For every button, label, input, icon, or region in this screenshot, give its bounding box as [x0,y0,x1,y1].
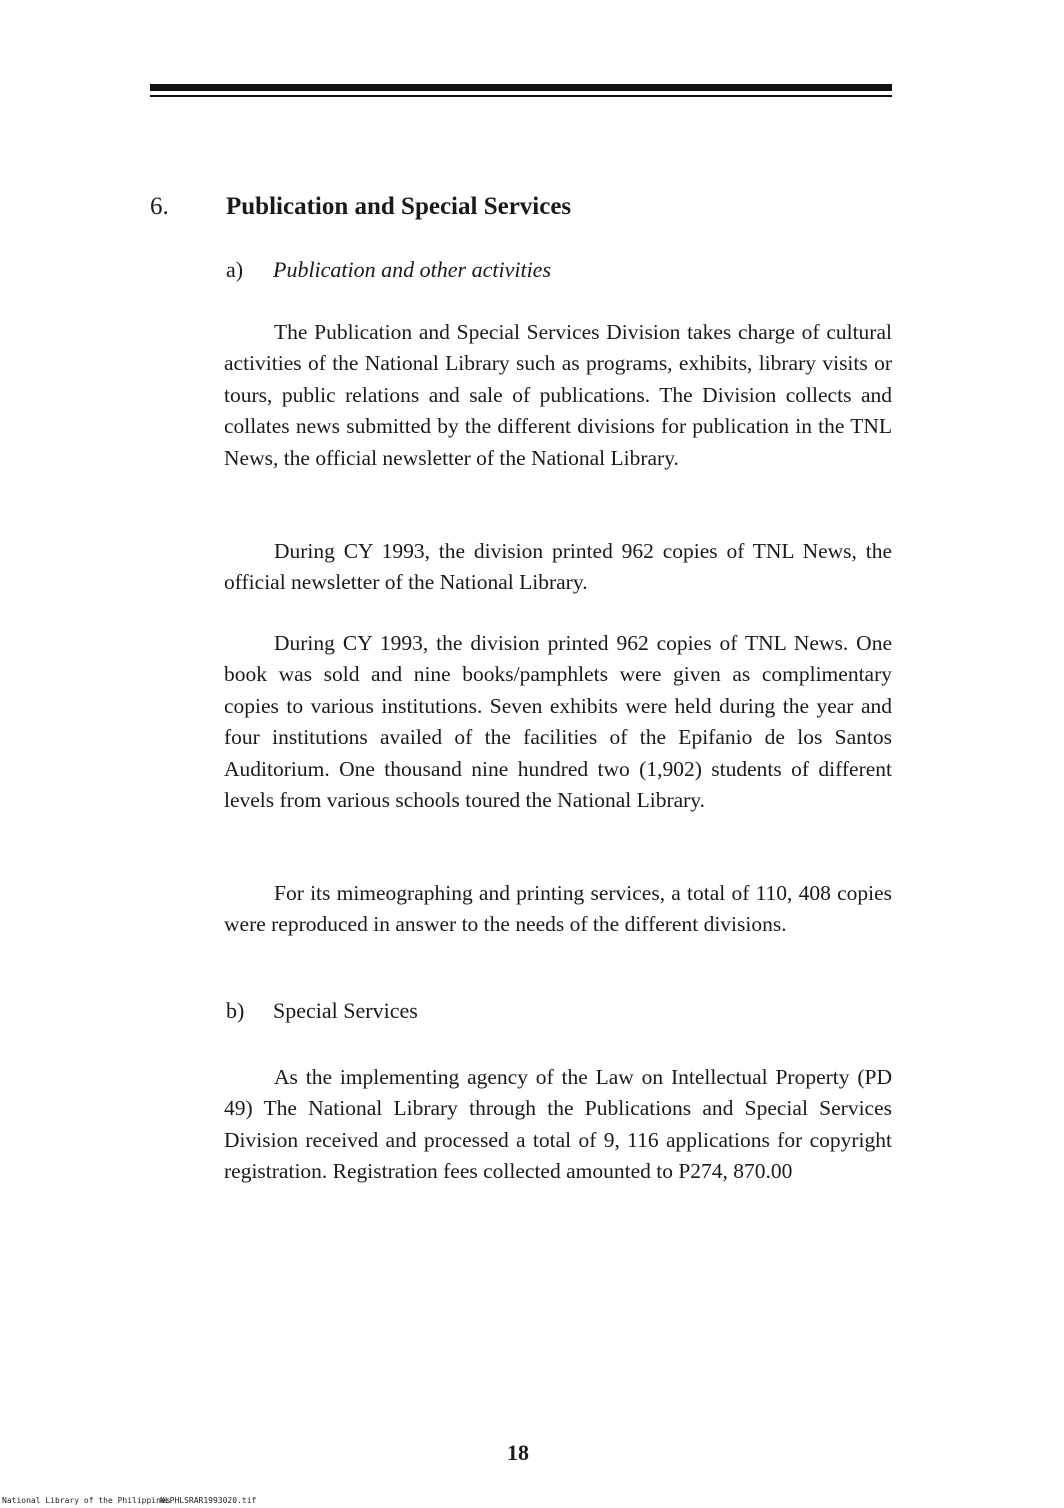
section-title: Publication and Special Services [226,193,572,220]
paragraph-copyright-registration: As the implementing agency of the Law on Intellectual Property (PD 49) The National Library through the Publications and Special Services Division received and processed a total of 9, 116 applications for copyright registration. Registration fees collected amounted to P274, 870.00 [224,1065,892,1184]
subsection-a-title: Publication and other activities [273,257,552,282]
subsection-a-label: a) [226,257,244,282]
page-number: 18 [507,1440,529,1465]
section-number: 6. [150,193,169,220]
paragraph-division-overview: The Publication and Special Services Division takes charge of cultural activities of the National Library such as programs, exhibits, library visits or tours, public relations and sale of publications. The Division collects and collates news submitted by the different divisions for publication in the TNL News, the official newsletter of the National Library. [224,320,892,470]
footer-source: National Library of the Philippines [2,1496,171,1505]
subsection-b-title: Special Services [273,998,418,1023]
paragraph-tnl-news-copies: During CY 1993, the division printed 962 copies of TNL News, the official newsletter of the National Library. [224,539,892,595]
footer-filename: NLPHLSRAR1993020.tif [160,1496,257,1505]
paragraph-printing-services: For its mimeographing and printing services, a total of 110, 408 copies were reproduced in answer to the needs of the different divisions. [224,881,892,937]
paragraph-activities-summary: During CY 1993, the division printed 962 copies of TNL News. One book was sold and nine books/pamphlets were given as complimentary copies to various institutions. Seven exhibits were held during the year and four institutions availed of the facilities of the Epifanio de los Santos Auditorium. One thousand nine hundred two (1,902) students of different levels from various schools toured the National Library. [224,631,892,813]
subsection-b-label: b) [226,998,245,1023]
header-rule-thin [150,95,892,97]
header-rule-thick [150,84,892,91]
